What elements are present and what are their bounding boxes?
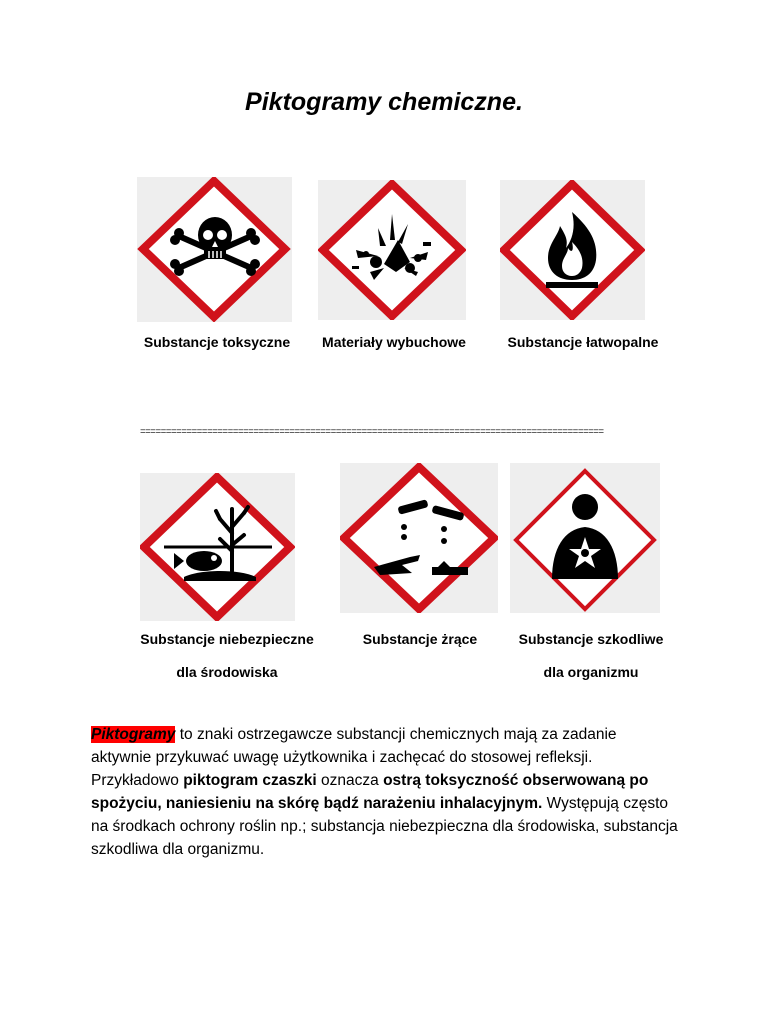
page-title: Piktogramy chemiczne. <box>245 88 523 116</box>
corrosion-icon <box>340 463 498 613</box>
paragraph-text-1: to znaki ostrzegawcze substancji chemicznych mają za zadanie aktywnie przykuwać uwagę użytkownika i zachęcać do stosowej refleksji. Przykładowo <box>91 726 617 789</box>
caption-corrosive: Substancje żrące <box>362 631 478 647</box>
environment-icon <box>140 473 295 621</box>
caption-explosive: Materiały wybuchowe <box>322 334 466 350</box>
separator-line: ========================================================================================== <box>140 426 604 437</box>
caption-toxic: Substancje toksyczne <box>143 334 291 350</box>
caption-health-line1: Substancje szkodliwe <box>518 631 664 647</box>
highlighted-term: Piktogramy <box>91 726 176 743</box>
health-hazard-pictogram <box>510 463 660 613</box>
paragraph-text-3: Występują często na środkach ochrony roślin np.; substancja niebezpieczna dla środowiska, substancja szkodliwa dla organizmu. <box>91 795 678 858</box>
description-paragraph <box>91 723 681 861</box>
caption-environment-line2: dla środowiska <box>176 664 278 680</box>
caption-environment-line1: Substancje niebezpieczne <box>140 631 314 647</box>
flame-icon <box>500 180 645 320</box>
exploding-bomb-icon <box>318 180 466 320</box>
health-hazard-icon <box>510 463 660 613</box>
corrosive-pictogram <box>340 463 498 613</box>
toxic-pictogram <box>137 177 292 322</box>
paragraph-bold-2: ostrą toksyczność obserwowaną po spożyciu, naniesieniu na skórę bądź narażeniu inhalacyjnym. <box>91 772 649 812</box>
paragraph-text-2: oznacza <box>316 772 384 789</box>
skull-crossbones-icon <box>137 177 292 322</box>
explosive-pictogram <box>318 180 466 320</box>
flammable-pictogram <box>500 180 645 320</box>
paragraph-bold-1: piktogram czaszki <box>183 772 317 789</box>
caption-health-line2: dla organizmu <box>543 664 639 680</box>
caption-flammable: Substancje łatwopalne <box>507 334 659 350</box>
environment-pictogram <box>140 473 295 621</box>
